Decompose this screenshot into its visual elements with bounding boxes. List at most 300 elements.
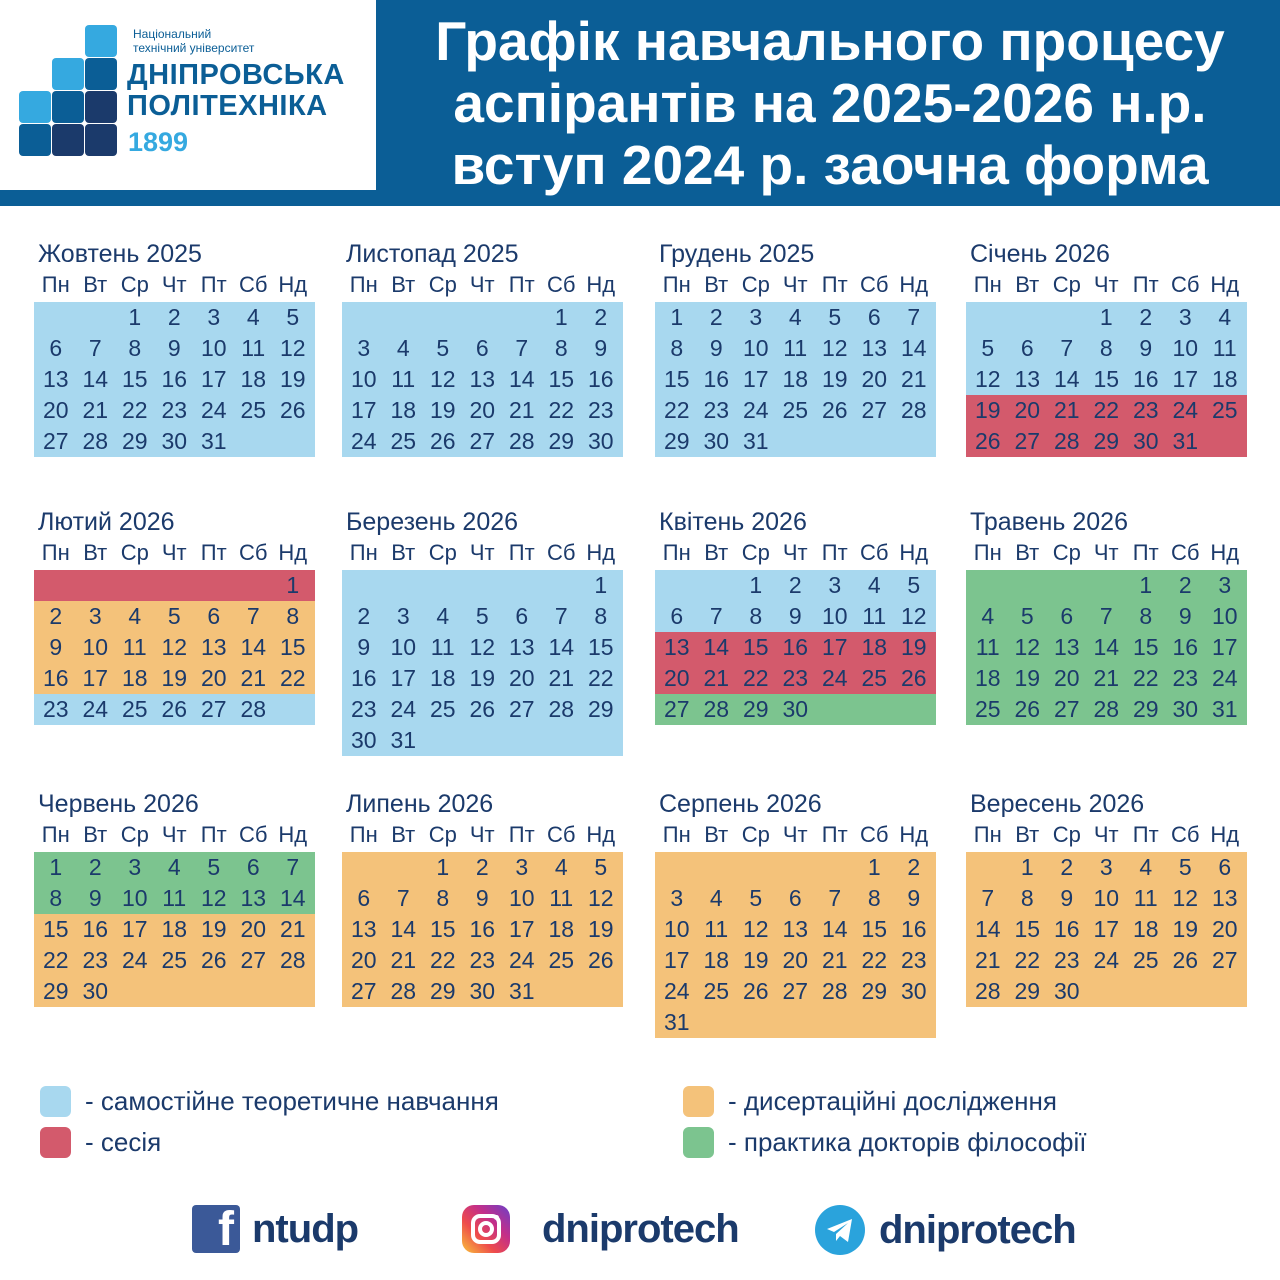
day-cell: 28 — [1093, 696, 1120, 722]
weekday-label: Вт — [391, 822, 416, 847]
day-cell: 30 — [1053, 978, 1080, 1004]
day-cell: 29 — [861, 978, 888, 1004]
day-cell: 7 — [981, 885, 995, 911]
weekday-label: Пн — [662, 822, 691, 847]
day-cell: 3 — [396, 603, 410, 629]
weekday-label: Вт — [83, 822, 108, 847]
day-cell: 17 — [821, 634, 848, 660]
day-cell: 7 — [246, 603, 260, 629]
weekday-label: Сб — [860, 272, 889, 297]
weekday-label: Ср — [741, 822, 770, 847]
day-cell: 27 — [861, 397, 888, 423]
day-cell: 14 — [1053, 366, 1080, 392]
day-cell: 28 — [548, 696, 575, 722]
day-cell: 2 — [475, 854, 489, 880]
day-cell: 29 — [663, 428, 690, 454]
day-cell: 9 — [475, 885, 489, 911]
day-cell: 4 — [128, 603, 142, 629]
day-cell: 20 — [42, 397, 69, 423]
instagram-icon — [462, 1205, 510, 1253]
header-banner — [0, 0, 1280, 206]
day-cell: 12 — [821, 335, 848, 361]
day-cell: 3 — [128, 854, 142, 880]
day-cell: 19 — [469, 665, 496, 691]
day-cell: 27 — [240, 947, 267, 973]
day-cell: 30 — [469, 978, 496, 1004]
day-cell: 15 — [279, 634, 306, 660]
day-cell: 27 — [782, 978, 809, 1004]
day-cell: 30 — [161, 428, 188, 454]
day-cell: 27 — [1211, 947, 1238, 973]
weekday-label: Нд — [278, 822, 308, 847]
weekday-label: Чт — [469, 822, 495, 847]
day-cell: 7 — [396, 885, 410, 911]
day-cell: 28 — [821, 978, 848, 1004]
day-cell: 11 — [122, 634, 147, 660]
month-title: Листопад 2025 — [346, 240, 519, 268]
day-cell: 21 — [508, 397, 535, 423]
day-cell: 8 — [1099, 335, 1113, 361]
day-cell: 12 — [742, 916, 769, 942]
legend-item-research — [683, 1086, 1057, 1117]
day-cell: 13 — [200, 634, 227, 660]
day-cell: 9 — [907, 885, 921, 911]
day-cell: 22 — [42, 947, 69, 973]
weekday-label: Сб — [1171, 540, 1200, 565]
day-cell: 30 — [1132, 428, 1159, 454]
day-cell: 30 — [782, 696, 809, 722]
weekday-label: Пт — [821, 822, 848, 847]
day-cell: 24 — [1172, 397, 1199, 423]
day-cell: 26 — [1014, 696, 1041, 722]
day-cell: 25 — [1211, 397, 1238, 423]
day-cell: 26 — [429, 428, 456, 454]
day-cell: 18 — [548, 916, 575, 942]
legend-swatch-study — [40, 1086, 71, 1117]
day-cell: 21 — [900, 366, 927, 392]
weekday-label: Чт — [782, 540, 808, 565]
instagram-link[interactable] — [462, 1205, 739, 1253]
day-cell: 10 — [390, 634, 417, 660]
day-cell: 15 — [42, 916, 69, 942]
weekday-label: Ср — [1052, 272, 1081, 297]
day-cell: 31 — [508, 978, 535, 1004]
weekday-label: Вт — [83, 272, 108, 297]
day-cell: 13 — [350, 916, 377, 942]
day-cell: 29 — [742, 696, 769, 722]
weekday-label: Нд — [899, 540, 929, 565]
day-cell: 25 — [240, 397, 267, 423]
day-cell: 28 — [279, 947, 306, 973]
day-cell: 16 — [1132, 366, 1159, 392]
day-cell: 16 — [900, 916, 927, 942]
weekday-label: Вт — [704, 822, 729, 847]
day-cell: 17 — [82, 665, 109, 691]
day-cell: 21 — [279, 916, 306, 942]
day-cell: 23 — [469, 947, 496, 973]
weekday-label: Сб — [239, 822, 268, 847]
day-cell: 8 — [286, 603, 300, 629]
day-cell: 1 — [554, 304, 568, 330]
day-cell: 27 — [350, 978, 377, 1004]
day-cell: 12 — [1172, 885, 1199, 911]
day-cell: 15 — [587, 634, 614, 660]
weekday-label: Пн — [973, 272, 1002, 297]
day-cell: 20 — [350, 947, 377, 973]
day-cell: 28 — [240, 696, 267, 722]
day-cell: 17 — [742, 366, 769, 392]
weekday-label: Сб — [547, 272, 576, 297]
day-cell: 29 — [1093, 428, 1120, 454]
weekday-label: Пн — [41, 272, 70, 297]
weekday-label: Чт — [469, 272, 495, 297]
day-cell: 27 — [1014, 428, 1041, 454]
day-cell: 22 — [587, 665, 614, 691]
day-cell: 6 — [246, 854, 260, 880]
legend-swatch-research — [683, 1086, 714, 1117]
day-cell: 7 — [709, 603, 723, 629]
day-cell: 5 — [749, 885, 763, 911]
day-cell: 3 — [1218, 572, 1232, 598]
day-cell: 1 — [749, 572, 763, 598]
day-cell: 18 — [161, 916, 188, 942]
weekday-label: Нд — [586, 822, 616, 847]
weekday-header — [657, 540, 934, 566]
facebook-link[interactable] — [192, 1203, 359, 1256]
day-cell: 21 — [821, 947, 848, 973]
day-cell: 1 — [1139, 572, 1153, 598]
weekday-label: Пт — [200, 540, 227, 565]
day-cell: 19 — [429, 397, 456, 423]
day-cell: 18 — [121, 665, 148, 691]
weekday-label: Ср — [1052, 540, 1081, 565]
day-cell: 8 — [554, 335, 568, 361]
weekday-label: Нд — [586, 540, 616, 565]
day-cell: 2 — [1060, 854, 1074, 880]
day-cell: 11 — [704, 916, 729, 942]
day-cell: 21 — [390, 947, 417, 973]
day-cell: 15 — [1093, 366, 1120, 392]
day-cell: 3 — [515, 854, 529, 880]
day-cell: 29 — [1132, 696, 1159, 722]
day-cell: 6 — [475, 335, 489, 361]
day-cell: 10 — [821, 603, 848, 629]
day-cell: 19 — [1014, 665, 1041, 691]
day-cell: 5 — [207, 854, 221, 880]
day-cell: 11 — [862, 603, 887, 629]
day-cell: 15 — [1014, 916, 1041, 942]
day-cell: 3 — [1178, 304, 1192, 330]
day-cell: 31 — [390, 727, 417, 753]
day-cell: 16 — [469, 916, 496, 942]
day-cell: 5 — [594, 854, 608, 880]
day-cell: 5 — [1178, 854, 1192, 880]
instagram-handle: dniprotech — [542, 1206, 739, 1251]
day-cell: 27 — [200, 696, 227, 722]
day-cell: 16 — [587, 366, 614, 392]
day-cell: 20 — [1014, 397, 1041, 423]
day-cell: 17 — [121, 916, 148, 942]
day-cell: 29 — [42, 978, 69, 1004]
day-cell: 30 — [350, 727, 377, 753]
day-cell: 7 — [828, 885, 842, 911]
day-cell: 30 — [900, 978, 927, 1004]
day-cell: 3 — [828, 572, 842, 598]
legend-label-research: - дисертаційні дослідження — [728, 1086, 1057, 1116]
day-cell: 16 — [42, 665, 69, 691]
day-cell: 21 — [82, 397, 109, 423]
day-cell: 25 — [121, 696, 148, 722]
day-cell: 11 — [430, 634, 455, 660]
day-cell: 19 — [900, 634, 927, 660]
day-cell: 13 — [508, 634, 535, 660]
legend-label-session: - сесія — [85, 1127, 162, 1157]
day-cell: 6 — [867, 304, 881, 330]
day-cell: 4 — [246, 304, 260, 330]
legend-label-practice: - практика докторів філософії — [728, 1127, 1087, 1157]
day-cell: 19 — [200, 916, 227, 942]
day-cell: 28 — [508, 428, 535, 454]
day-cell: 23 — [42, 696, 69, 722]
day-cell: 3 — [357, 335, 371, 361]
day-cell: 7 — [554, 603, 568, 629]
day-cell: 1 — [128, 304, 142, 330]
day-cell: 5 — [907, 572, 921, 598]
day-cell: 9 — [709, 335, 723, 361]
day-cell: 21 — [1093, 665, 1120, 691]
day-cell: 16 — [82, 916, 109, 942]
day-cell: 11 — [391, 366, 416, 392]
day-cell: 1 — [436, 854, 450, 880]
weekday-label: Пн — [349, 540, 378, 565]
day-cell: 9 — [1060, 885, 1074, 911]
day-cell: 12 — [429, 366, 456, 392]
day-cell: 20 — [469, 397, 496, 423]
telegram-icon — [815, 1205, 865, 1255]
day-cell: 13 — [861, 335, 888, 361]
day-cell: 10 — [508, 885, 535, 911]
weekday-label: Пт — [821, 540, 848, 565]
weekday-label: Пн — [349, 822, 378, 847]
day-cell: 18 — [1211, 366, 1238, 392]
day-cell: 4 — [396, 335, 410, 361]
weekday-label: Ср — [428, 540, 457, 565]
day-cell: 22 — [429, 947, 456, 973]
weekday-header — [968, 822, 1245, 848]
weekday-label: Пт — [508, 540, 535, 565]
day-cell: 25 — [429, 696, 456, 722]
weekday-label: Нд — [278, 540, 308, 565]
day-cell: 6 — [1020, 335, 1034, 361]
day-cell: 15 — [548, 366, 575, 392]
day-cell: 17 — [508, 916, 535, 942]
day-cell: 2 — [709, 304, 723, 330]
day-cell: 24 — [508, 947, 535, 973]
day-cell: 31 — [200, 428, 227, 454]
day-cell: 8 — [436, 885, 450, 911]
day-cell: 10 — [121, 885, 148, 911]
weekday-label: Чт — [161, 272, 187, 297]
weekday-label: Чт — [469, 540, 495, 565]
day-cell: 11 — [549, 885, 574, 911]
month-title: Червень 2026 — [38, 790, 199, 818]
day-cell: 6 — [207, 603, 221, 629]
day-cell: 19 — [279, 366, 306, 392]
day-cell: 4 — [167, 854, 181, 880]
day-cell: 3 — [207, 304, 221, 330]
day-cell: 29 — [548, 428, 575, 454]
day-cell: 1 — [867, 854, 881, 880]
telegram-handle: dniprotech — [879, 1207, 1076, 1252]
month-title: Жовтень 2025 — [38, 240, 202, 268]
day-cell: 28 — [1053, 428, 1080, 454]
day-cell: 2 — [357, 603, 371, 629]
day-cell: 25 — [974, 696, 1001, 722]
day-cell: 29 — [121, 428, 148, 454]
day-cell: 14 — [548, 634, 575, 660]
weekday-label: Ср — [120, 272, 149, 297]
weekday-header — [344, 822, 621, 848]
day-cell: 21 — [974, 947, 1001, 973]
day-cell: 12 — [974, 366, 1001, 392]
day-cell: 21 — [703, 665, 730, 691]
weekday-label: Нд — [1210, 272, 1240, 297]
day-cell: 14 — [279, 885, 306, 911]
day-cell: 14 — [900, 335, 927, 361]
day-cell: 12 — [587, 885, 614, 911]
day-cell: 9 — [1139, 335, 1153, 361]
university-subtitle: Національний технічний університет — [133, 27, 255, 55]
day-cell: 19 — [1172, 916, 1199, 942]
weekday-label: Вт — [391, 272, 416, 297]
weekday-label: Чт — [1093, 272, 1119, 297]
day-cell: 8 — [749, 603, 763, 629]
day-cell: 23 — [161, 397, 188, 423]
day-cell: 6 — [670, 603, 684, 629]
day-cell: 3 — [749, 304, 763, 330]
day-cell: 13 — [663, 634, 690, 660]
legend-label-study: - самостійне теоретичне навчання — [85, 1086, 499, 1116]
day-cell: 23 — [900, 947, 927, 973]
weekday-label: Сб — [860, 540, 889, 565]
day-cell: 27 — [663, 696, 690, 722]
day-cell: 14 — [240, 634, 267, 660]
day-cell: 19 — [587, 916, 614, 942]
day-cell: 20 — [782, 947, 809, 973]
day-cell: 12 — [1014, 634, 1041, 660]
day-cell: 29 — [429, 978, 456, 1004]
day-cell: 2 — [1139, 304, 1153, 330]
facebook-icon: f — [192, 1205, 240, 1253]
day-cell: 15 — [663, 366, 690, 392]
day-cell: 24 — [200, 397, 227, 423]
weekday-label: Пт — [1132, 272, 1159, 297]
day-cell: 22 — [1014, 947, 1041, 973]
day-cell: 30 — [703, 428, 730, 454]
day-cell: 11 — [1133, 885, 1158, 911]
day-cell: 14 — [390, 916, 417, 942]
day-cell: 25 — [1132, 947, 1159, 973]
weekday-label: Пт — [508, 272, 535, 297]
day-cell: 8 — [594, 603, 608, 629]
day-cell: 27 — [469, 428, 496, 454]
day-cell: 17 — [350, 397, 377, 423]
day-cell: 20 — [1211, 916, 1238, 942]
telegram-link[interactable] — [815, 1205, 1076, 1255]
day-cell: 15 — [1132, 634, 1159, 660]
weekday-label: Нд — [1210, 822, 1240, 847]
day-cell: 9 — [788, 603, 802, 629]
weekday-label: Сб — [547, 540, 576, 565]
day-cell: 18 — [974, 665, 1001, 691]
month-title: Липень 2026 — [346, 790, 494, 818]
weekday-label: Нд — [899, 822, 929, 847]
day-cell: 2 — [1178, 572, 1192, 598]
day-cell: 28 — [703, 696, 730, 722]
month-title: Вересень 2026 — [970, 790, 1145, 818]
weekday-label: Вт — [1015, 272, 1040, 297]
day-cell: 18 — [429, 665, 456, 691]
day-cell: 12 — [469, 634, 496, 660]
day-cell: 5 — [286, 304, 300, 330]
day-cell: 31 — [663, 1009, 690, 1035]
weekday-label: Вт — [83, 540, 108, 565]
weekday-label: Сб — [1171, 272, 1200, 297]
page-title: Графік навчального процесу аспірантів на 2025-2026 н.р. вступ 2024 р. заочна форма — [435, 10, 1225, 196]
day-cell: 21 — [240, 665, 267, 691]
day-cell: 18 — [703, 947, 730, 973]
day-cell: 25 — [390, 428, 417, 454]
weekday-header — [968, 272, 1245, 298]
day-cell: 18 — [1132, 916, 1159, 942]
day-cell: 22 — [121, 397, 148, 423]
legend-swatch-practice — [683, 1127, 714, 1158]
day-cell: 25 — [861, 665, 888, 691]
day-cell: 17 — [390, 665, 417, 691]
day-cell: 1 — [670, 304, 684, 330]
day-cell: 22 — [1132, 665, 1159, 691]
day-cell: 8 — [1020, 885, 1034, 911]
weekday-label: Ср — [428, 272, 457, 297]
day-cell: 6 — [357, 885, 371, 911]
day-cell: 8 — [1139, 603, 1153, 629]
legend-item-session — [40, 1127, 161, 1158]
day-cell: 26 — [1172, 947, 1199, 973]
day-cell: 31 — [1172, 428, 1199, 454]
day-cell: 26 — [587, 947, 614, 973]
day-cell: 10 — [200, 335, 227, 361]
day-cell: 28 — [82, 428, 109, 454]
month-title: Серпень 2026 — [659, 790, 822, 818]
month-title: Лютий 2026 — [38, 508, 175, 536]
day-cell: 21 — [548, 665, 575, 691]
day-cell: 1 — [1020, 854, 1034, 880]
day-cell: 31 — [1211, 696, 1238, 722]
day-cell: 24 — [742, 397, 769, 423]
day-cell: 26 — [821, 397, 848, 423]
day-cell: 19 — [742, 947, 769, 973]
day-cell: 11 — [783, 335, 808, 361]
day-cell: 23 — [703, 397, 730, 423]
day-cell: 12 — [161, 634, 188, 660]
day-cell: 20 — [1053, 665, 1080, 691]
weekday-label: Пт — [508, 822, 535, 847]
day-cell: 1 — [286, 572, 300, 598]
weekday-label: Ср — [1052, 822, 1081, 847]
weekday-label: Пт — [1132, 822, 1159, 847]
weekday-label: Пт — [200, 272, 227, 297]
weekday-label: Пн — [349, 272, 378, 297]
